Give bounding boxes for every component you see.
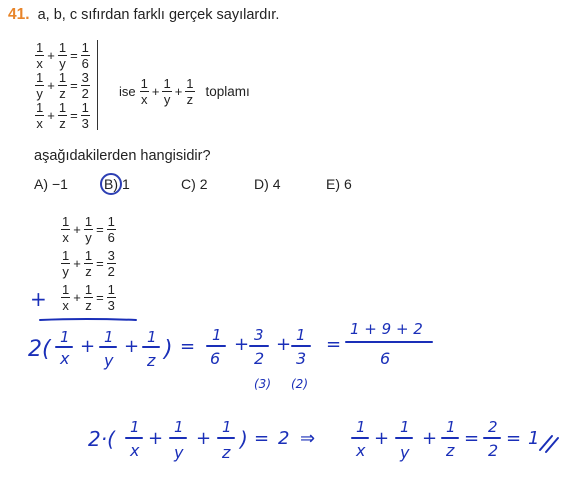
svg-text:+: + xyxy=(422,428,438,449)
choice-c[interactable]: C) 2 xyxy=(181,176,208,192)
svg-text:3: 3 xyxy=(254,326,264,344)
handwritten-line-2 xyxy=(88,418,558,462)
svg-text:z: z xyxy=(446,441,455,460)
svg-text:2: 2 xyxy=(488,441,499,460)
svg-text:=: = xyxy=(326,334,342,355)
svg-text:2: 2 xyxy=(278,428,290,449)
svg-text:1: 1 xyxy=(104,328,114,346)
selected-circle: B) xyxy=(104,176,118,192)
choice-d[interactable]: D) 4 xyxy=(254,176,281,192)
svg-text:2(: 2( xyxy=(28,337,51,362)
ise-word: ise xyxy=(119,84,136,99)
svg-text:y: y xyxy=(174,443,184,462)
svg-text:): ) xyxy=(164,337,173,362)
svg-text:y: y xyxy=(400,443,410,462)
svg-text:1: 1 xyxy=(60,328,70,346)
svg-text:3: 3 xyxy=(296,349,307,368)
svg-text:1: 1 xyxy=(130,418,140,436)
question-number: 41. xyxy=(8,6,30,23)
solution-equation-2: $\frac{1}{y}$ + $\frac{1}{z}$ = $\frac{3}{2}$ xyxy=(62,247,115,279)
svg-text:+: + xyxy=(80,336,96,357)
svg-text:1: 1 xyxy=(446,418,456,436)
svg-text:6: 6 xyxy=(210,349,221,368)
svg-text:x: x xyxy=(60,349,70,368)
handwritten-plus: + xyxy=(30,287,47,311)
equation-3: $\frac{1}{x}$ + $\frac{1}{z}$ = $\frac{1}{3}$ xyxy=(36,99,89,131)
question-tail: aşağıdakilerden hangisidir? xyxy=(34,148,211,164)
svg-text:x: x xyxy=(356,441,366,460)
svg-text:1: 1 xyxy=(174,418,184,436)
svg-text:=: = xyxy=(464,428,480,449)
toplami-word: toplamı xyxy=(205,84,250,99)
equation-1: $\frac{1}{x}$ + $\frac{1}{y}$ = $\frac{1}{6}$ xyxy=(36,39,89,71)
choice-b[interactable]: B) 1 xyxy=(104,176,130,192)
question-stem: a, b, c sıfırdan farklı gerçek sayılardır. xyxy=(37,7,280,23)
svg-text:z: z xyxy=(222,443,231,462)
svg-text:y: y xyxy=(104,351,114,370)
svg-text:=: = xyxy=(254,428,270,449)
expansion-factor-2: (2) xyxy=(291,377,308,391)
svg-text:2: 2 xyxy=(488,418,498,436)
svg-text:): ) xyxy=(240,427,248,451)
solution-equation-1: $\frac{1}{x}$ + $\frac{1}{y}$ = $\frac{1}{6}$ xyxy=(62,213,115,245)
svg-text:+: + xyxy=(276,334,292,355)
expansion-factor-1: (3) xyxy=(254,377,271,391)
svg-text:x: x xyxy=(130,441,140,460)
svg-text:1: 1 xyxy=(212,326,222,344)
choice-e[interactable]: E) 6 xyxy=(326,176,352,192)
svg-text:+: + xyxy=(234,334,250,355)
svg-text:1: 1 xyxy=(528,428,540,449)
sum-expression: ise $\frac{1}{x}$ + $\frac{1}{y}$ + $\frac{1}{z}$ toplamı xyxy=(119,76,250,107)
svg-text:1: 1 xyxy=(400,418,410,436)
svg-text:1: 1 xyxy=(222,418,232,436)
svg-text:+: + xyxy=(196,428,212,449)
solution-equation-3: $\frac{1}{x}$ + $\frac{1}{z}$ = $\frac{1}{3}$ xyxy=(62,281,115,313)
sum-underline xyxy=(40,319,136,320)
svg-text:1: 1 xyxy=(147,328,157,346)
svg-text:2: 2 xyxy=(254,349,265,368)
svg-text:+: + xyxy=(148,428,164,449)
svg-text:=: = xyxy=(506,428,522,449)
svg-text:+: + xyxy=(124,336,140,357)
equation-2: $\frac{1}{y}$ + $\frac{1}{z}$ = $\frac{3}{2}$ xyxy=(36,69,89,101)
line1-rhs-denominator: 6 xyxy=(380,349,391,368)
handwritten-line-1 xyxy=(28,320,432,370)
svg-text:2·(: 2·( xyxy=(88,427,115,451)
svg-text:z: z xyxy=(147,351,156,370)
svg-text:=: = xyxy=(180,336,196,357)
svg-text:1: 1 xyxy=(296,326,306,344)
svg-text:+: + xyxy=(374,428,390,449)
svg-text:1: 1 xyxy=(356,418,366,436)
choice-a[interactable]: A) −1 xyxy=(34,176,68,192)
line1-rhs-numerator: 1 + 9 + 2 xyxy=(350,320,423,338)
svg-text:⇒: ⇒ xyxy=(300,428,316,449)
